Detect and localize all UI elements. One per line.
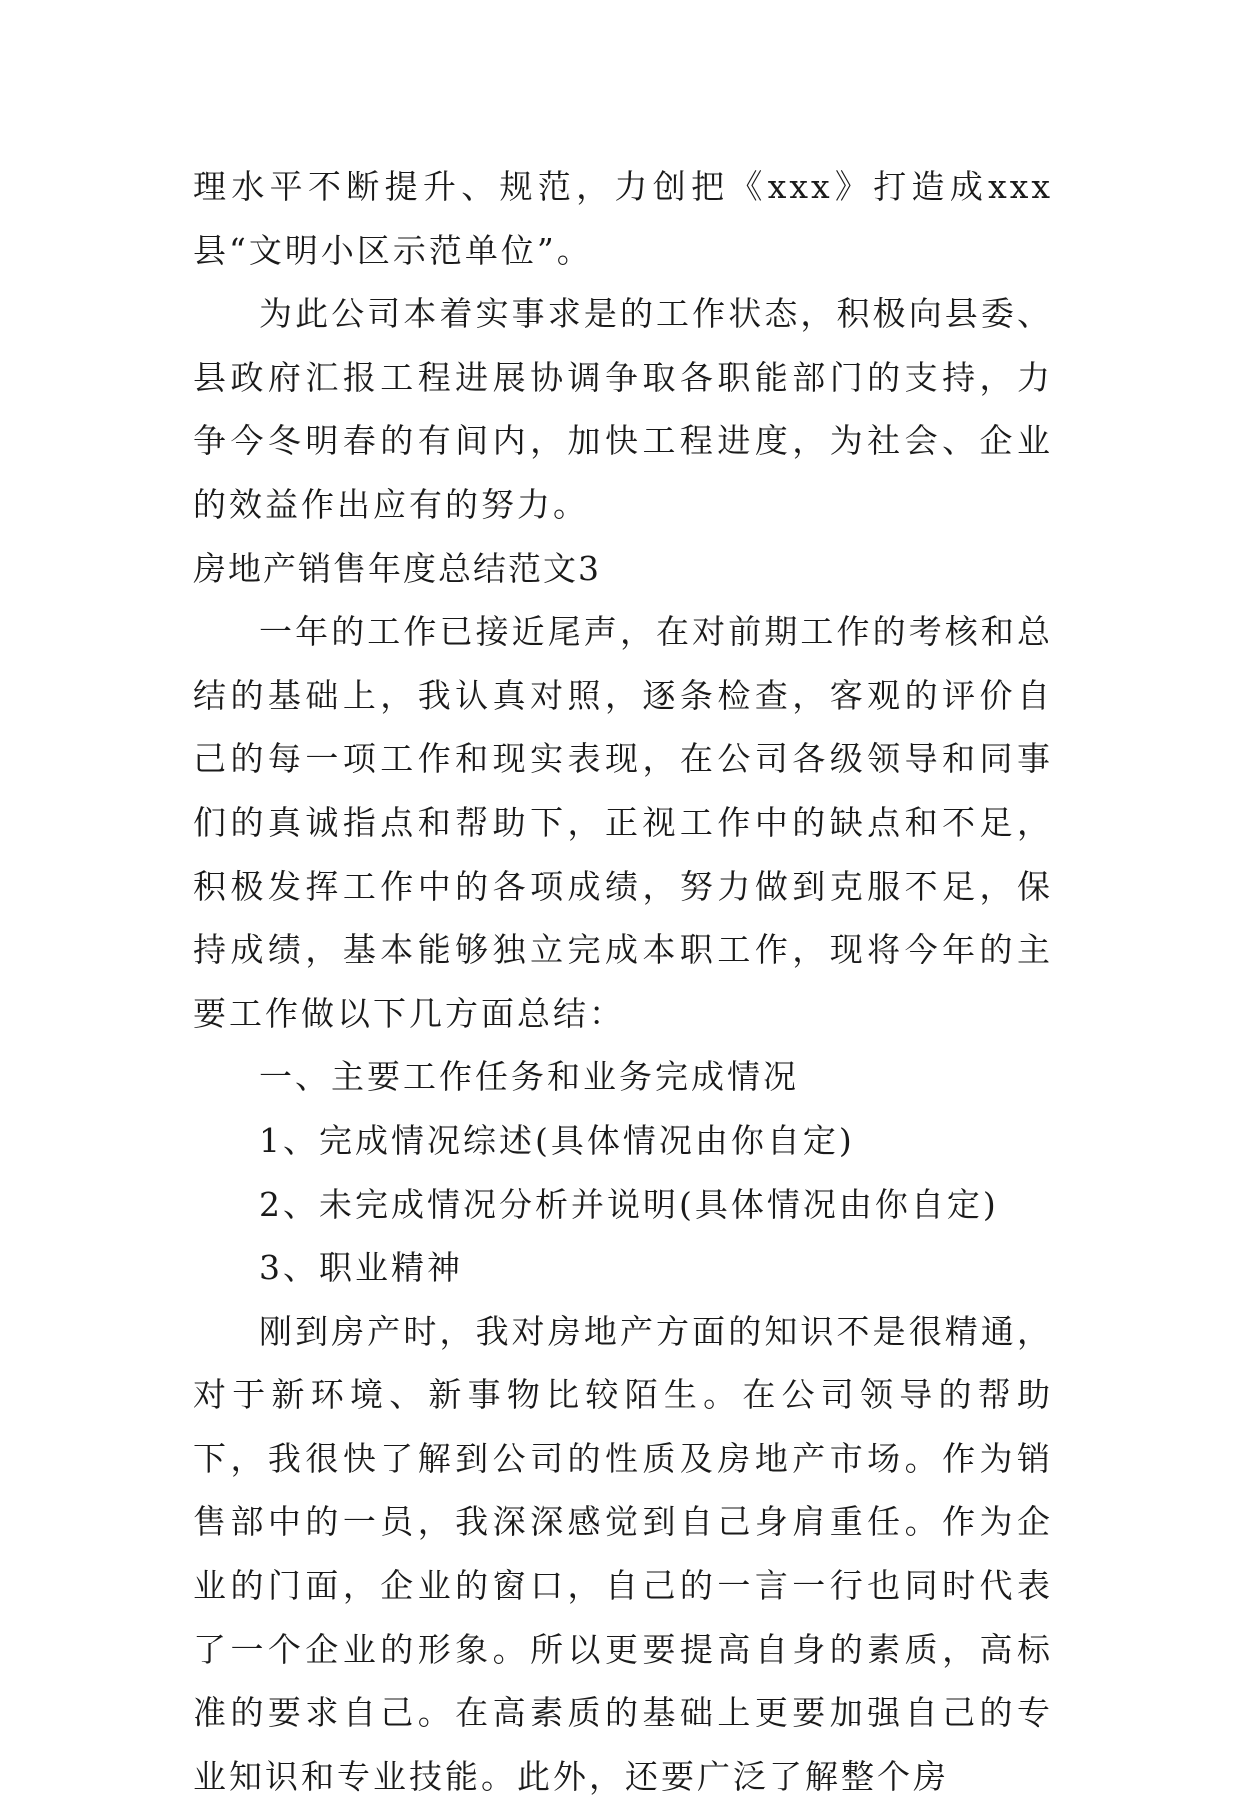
document-body: [193, 155, 1053, 1808]
section-heading: 房地产销售年度总结范文3: [193, 548, 601, 588]
list-item-completed: 1、完成情况综述(具体情况由你自定): [259, 1120, 855, 1160]
paragraph-professionalism-body: 刚到房产时，我对房地产方面的知识不是很精通，对于新环境、新事物比较陌生。在公司领导的帮助下，我很快了解到公司的性质及房地产市场。作为销售部中的一员，我深深感觉到自己身肩重任。作为企业的门面，企业的窗口，自己的一言一行也同时代表了一个企业的形象。所以更要提高自身的素质，高标准的要求自己。在高素质的基础上更要加强自己的专业知识和专业技能。此外，还要广泛了解整个房: [193, 1311, 1053, 1796]
list-item-professionalism: 3、职业精神: [259, 1248, 463, 1288]
paragraph-intro: 一年的工作已接近尾声，在对前期工作的考核和总结的基础上，我认真对照，逐条检查，客观的评价自己的每一项工作和现实表现，在公司各级领导和同事们的真诚指点和帮助下，正视工作中的缺点和不足，积极发挥工作中的各项成绩，努力做到克服不足，保持成绩，基本能够独立完成本职工作，现将今年的主要工作做以下几方面总结：: [193, 612, 1053, 1033]
paragraph-continuation: 理水平不断提升、规范，力创把《xxx》打造成xxx县“文明小区示范单位”。: [193, 167, 1053, 270]
list-heading-main-tasks: 一、主要工作任务和业务完成情况: [259, 1057, 799, 1097]
paragraph-work-status: 为此公司本着实事求是的工作状态，积极向县委、县政府汇报工程进展协调争取各职能部门的支持，力争今冬明春的有间内，加快工程进度，为社会、企业的效益作出应有的努力。: [193, 294, 1053, 524]
list-item-incomplete: 2、未完成情况分析并说明(具体情况由你自定): [259, 1184, 999, 1224]
